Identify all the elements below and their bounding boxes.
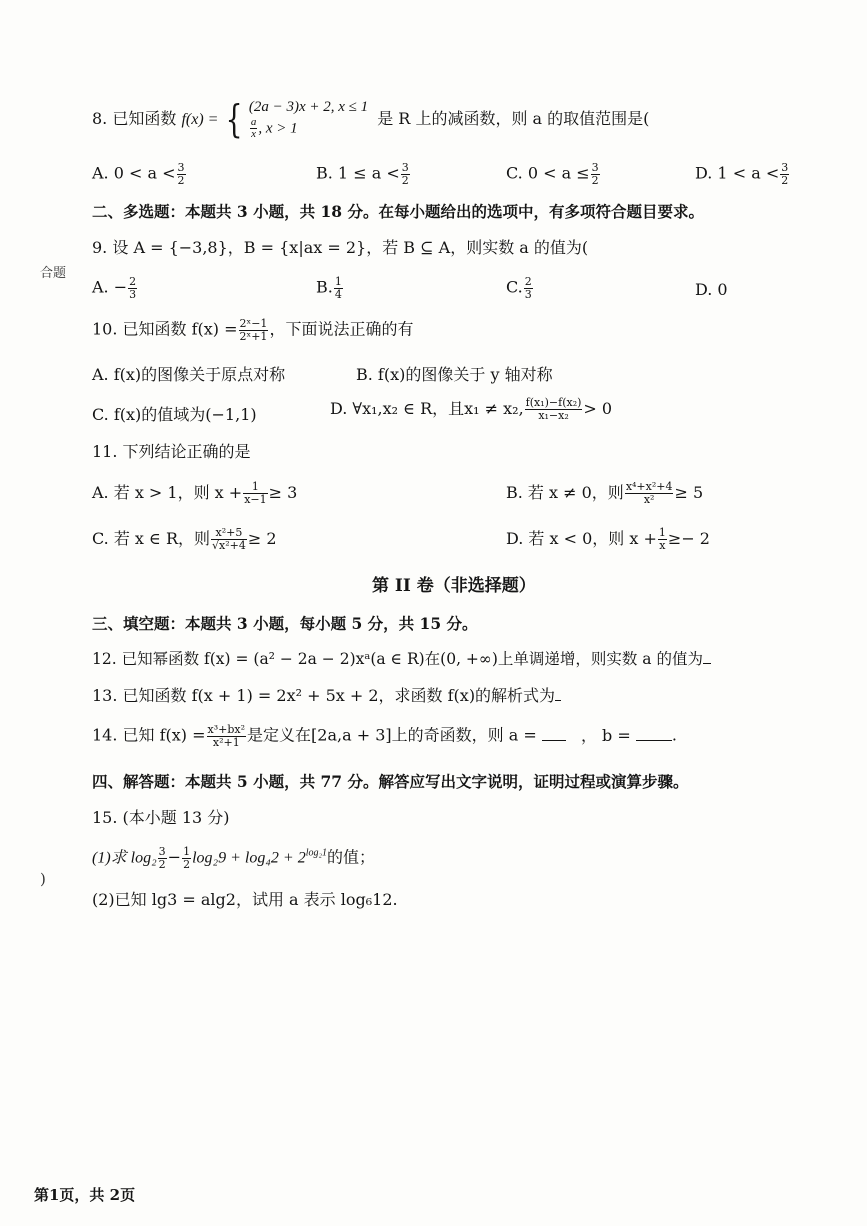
- q10-option-b: B. f(x)的图像关于 y 轴对称: [356, 365, 553, 384]
- q8-case2-den: x: [251, 128, 257, 141]
- q9-option-d: D. 0: [695, 280, 728, 299]
- q8-option-d: D. 1 < a < $\frac{3}{2}$: [695, 161, 789, 187]
- q8-case2-tail: , x > 1: [258, 120, 298, 137]
- q11-option-a: A. 若 x > 1，则 x + $\frac{1}{x-1}$ ≥ 3: [92, 480, 298, 506]
- q8-tail: 是 R 上的减函数，则 a 的取值范围是(: [377, 108, 650, 128]
- page-footer: 第1页，共 2页: [34, 1186, 136, 1204]
- section2-heading: 二、多选题：本题共 3 小题，共 18 分。在每小题给出的选项中，有多项符合题目要求。: [92, 202, 704, 221]
- q8-case1: (2a − 3)x + 2, x ≤ 1: [248, 99, 369, 115]
- q11-option-b: B. 若 x ≠ 0，则 $\frac{\text{x⁴+x²+4}}{\text{x²}}$ ≥ 5: [506, 480, 704, 506]
- q11-stem: 11. 下列结论正确的是: [92, 442, 251, 461]
- q10-option-d: D. ∀x₁,x₂ ∈ R，且x₁ ≠ x₂, $\frac{\text{f(x₁)−f(x₂)}}{\text{x₁−x₂}}$ > 0: [330, 396, 613, 422]
- q14-blank-b[interactable]: [636, 740, 672, 741]
- margin-paren: ): [40, 870, 46, 888]
- q14-blank-a[interactable]: [542, 740, 566, 741]
- q12-stem: 12. 已知幂函数 f(x) = (a² − 2a − 2)xᵃ(a ∈ R)在(0, +∞)上单调递增，则实数 a 的值为: [92, 652, 711, 668]
- q11-option-d: D. 若 x < 0，则 x + $\frac{1}{x}$ ≥− 2: [506, 526, 710, 552]
- q10-stem: 10. 已知函数 f(x) = $\frac{\text{2ˣ−1}}{\text{2ˣ+1}}$ ，下面说法正确的有: [92, 317, 414, 343]
- q15-part1: (1)求 log₂ $\frac{3}{2}$ − $\frac{1}{2}$ $\log_29 + \log_42 + 2^{log_21}$的值；: [92, 845, 375, 871]
- q10-option-c: C. f(x)的值域为(−1,1): [92, 405, 257, 424]
- margin-note: 合题: [40, 266, 67, 281]
- q14-stem: 14. 已知 f(x) = $\frac{\text{x³+bx²}}{\text{x²+1}}$ 是定义在[2a,a + 3]上的奇函数，则 a = ， b = .: [92, 723, 677, 749]
- q9-option-a: A. − $\frac{2}{3}$: [92, 275, 137, 301]
- q8-fx: f(x) =: [181, 110, 219, 128]
- q11-option-c: C. 若 x ∈ R，则 $\frac{\text{x²+5}}{\text{√x²+4}}$ ≥ 2: [92, 526, 277, 552]
- part2-title: 第 II 卷（非选择题）: [372, 576, 536, 596]
- section4-heading: 四、解答题：本题共 5 小题，共 77 分。解答应写出文字说明，证明过程或演算步骤。: [92, 772, 689, 791]
- q9-stem: 9. 设 A = {−3,8}，B = {x|ax = 2}，若 B ⊆ A，则实数 a 的值为(: [92, 238, 589, 257]
- q8-cases: [249, 98, 368, 141]
- q8-case2: [249, 117, 368, 141]
- q8-brace: {: [225, 97, 243, 142]
- q8-option-b: B. 1 ≤ a < $\frac{3}{2}$: [316, 161, 409, 187]
- section3-heading: 三、填空题：本题共 3 小题，每小题 5 分，共 15 分。: [92, 614, 478, 633]
- q9-option-c: C. $\frac{2}{3}$: [506, 275, 532, 301]
- q15-part2: (2)已知 lg3 = alg2，试用 a 表示 log₆12.: [92, 890, 398, 909]
- q13-stem: 13. 已知函数 f(x + 1) = 2x² + 5x + 2，求函数 f(x)的解析式为: [92, 688, 561, 704]
- q10-option-a: A. f(x)的图像关于原点对称: [92, 365, 286, 384]
- q8-lead: 8. 已知函数: [92, 108, 177, 128]
- q15-title: 15. (本小题 13 分): [92, 808, 230, 827]
- q9-option-b: B. $\frac{1}{4}$: [316, 275, 342, 301]
- q8-option-a: A. 0 < a < $\frac{3}{2}$: [92, 161, 185, 187]
- q8-stem: [92, 98, 649, 141]
- q8-case2-num: a: [250, 115, 257, 128]
- q8-option-c: C. 0 < a ≤ $\frac{3}{2}$: [506, 161, 599, 187]
